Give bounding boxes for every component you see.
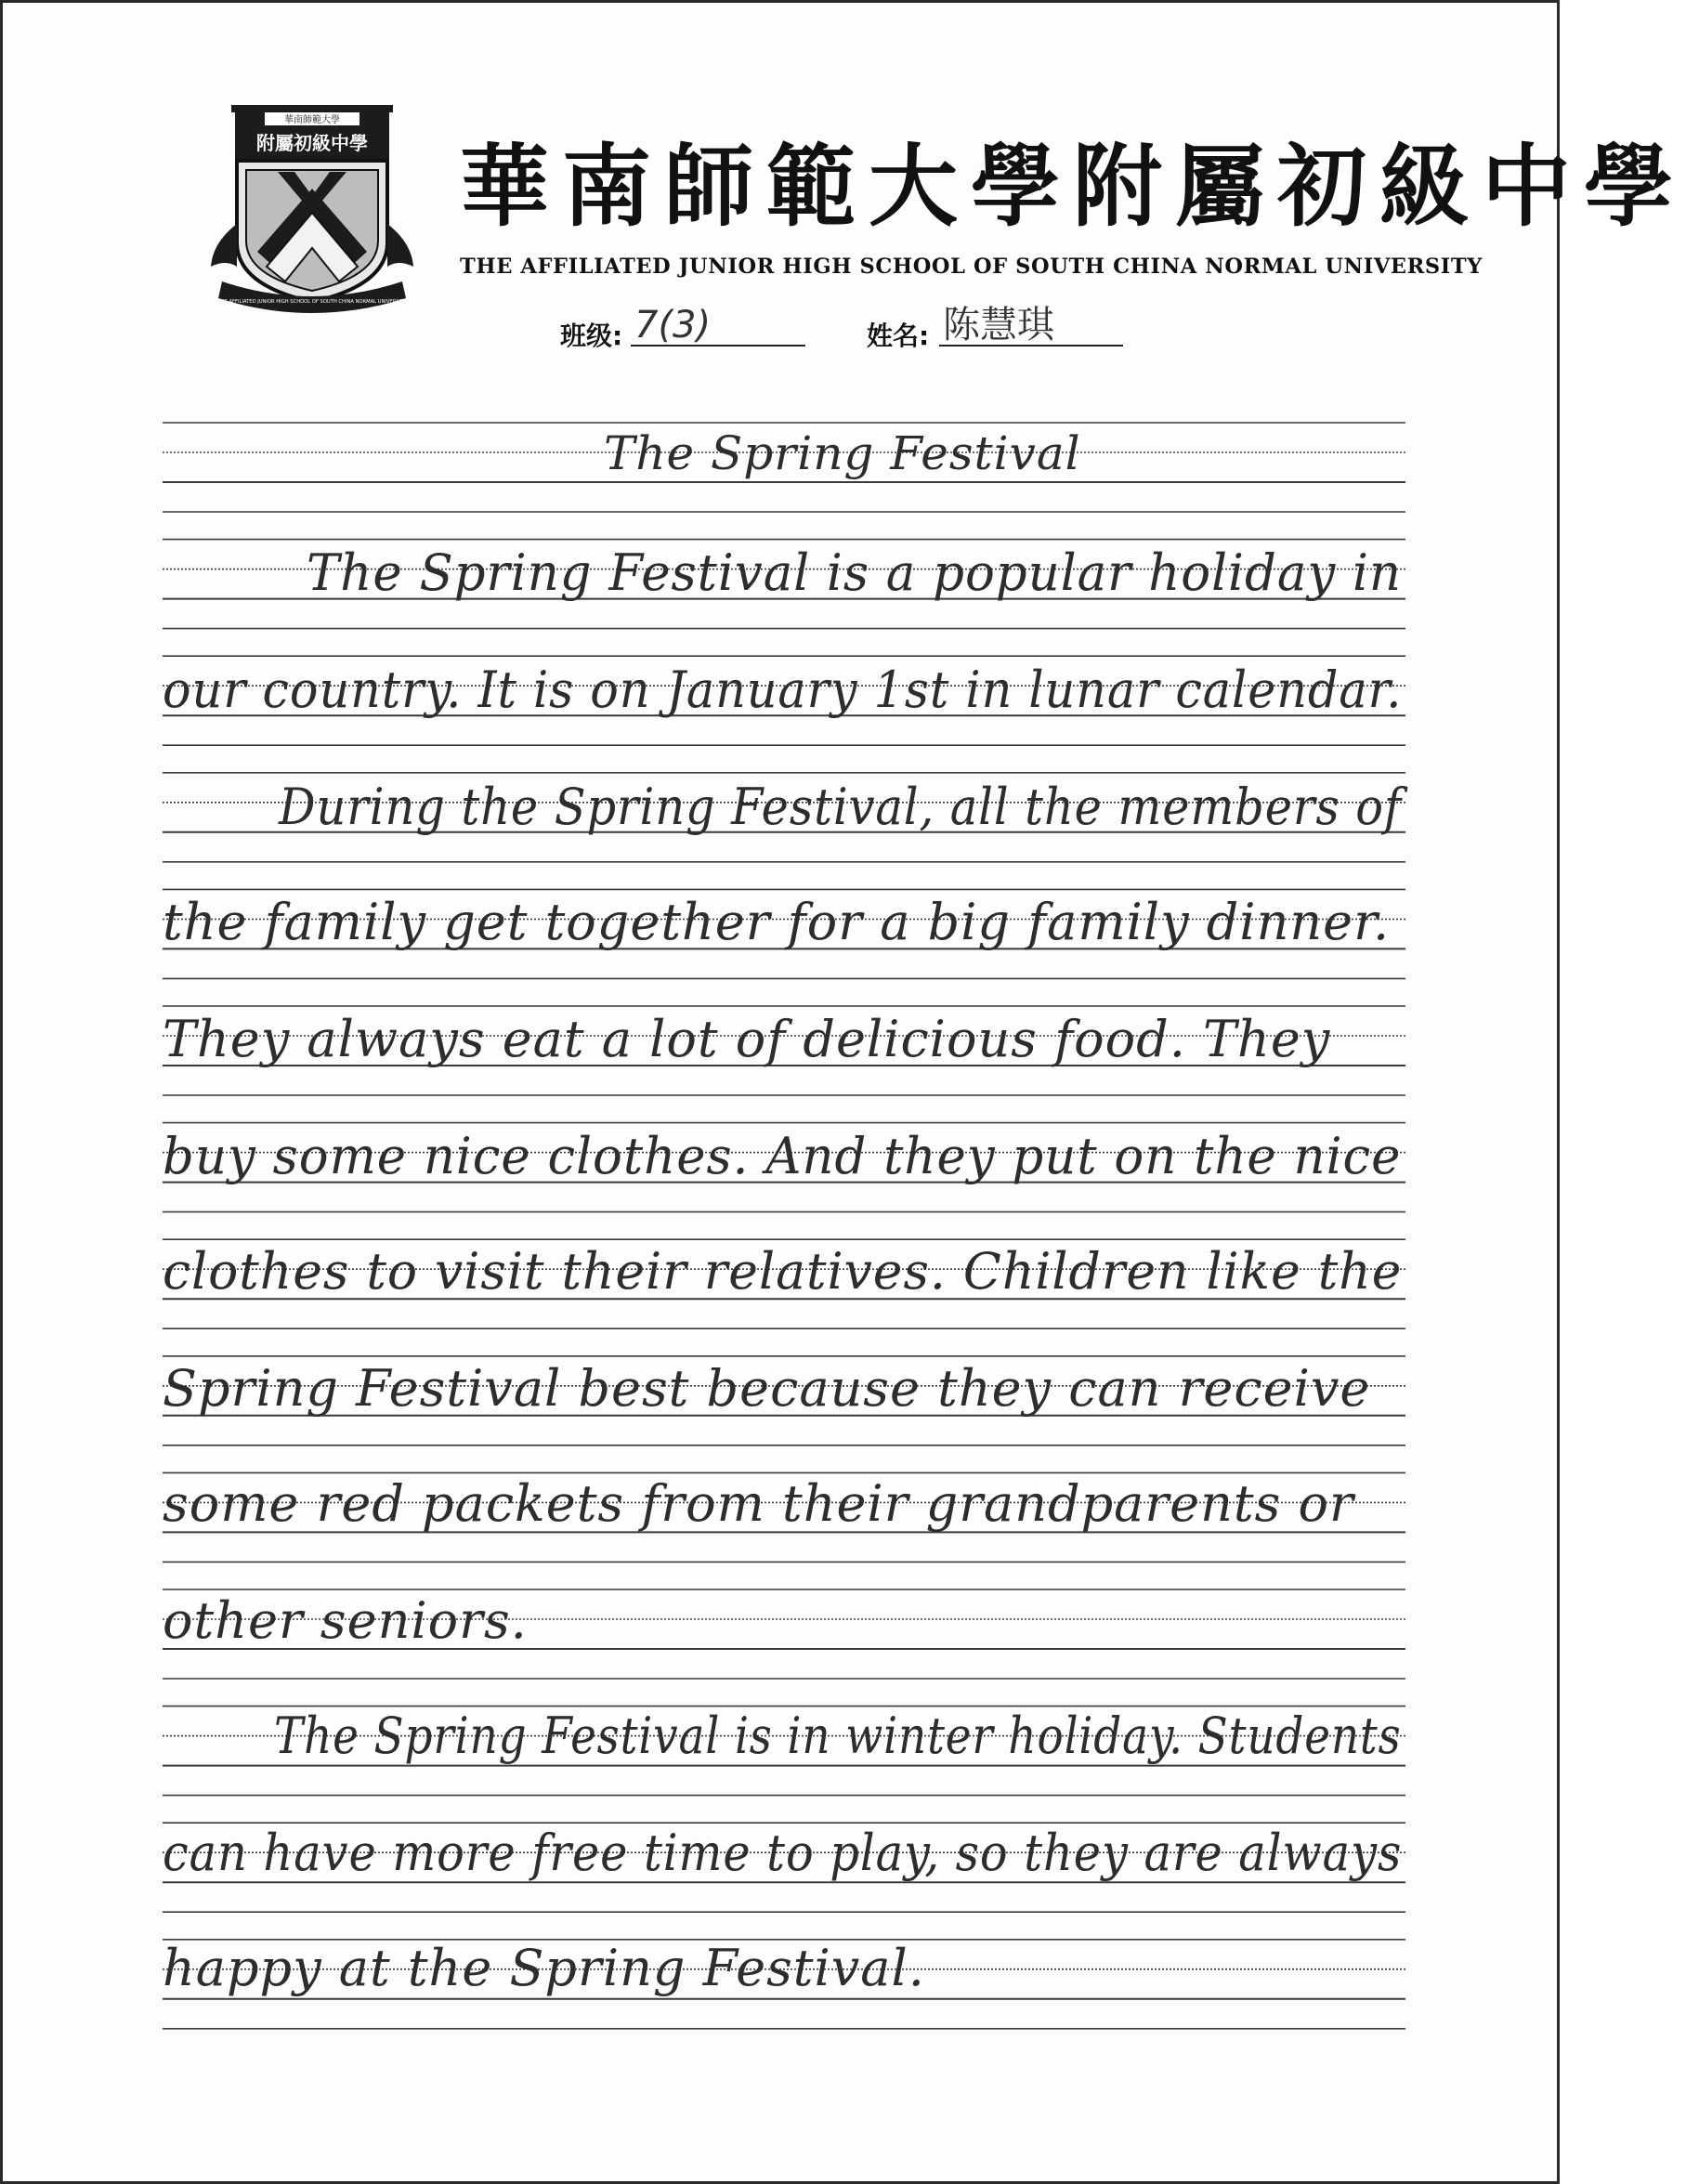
essay-line-6: buy some nice clothes. And they put on the nice: [163, 1127, 1402, 1185]
essay-line-9: some red packets from their grandparents or: [163, 1474, 1354, 1533]
essay-line-11: The Spring Festival is in winter holiday. Students: [274, 1707, 1402, 1765]
class-label: 班级:: [560, 320, 623, 351]
essay-line-10: other seniors.: [163, 1591, 528, 1650]
essay-line-3: During the Spring Festival, all the members of: [279, 778, 1403, 836]
crest-banner-text: 附屬初級中學: [256, 132, 368, 154]
crest-top-text: 華南師範大學: [284, 115, 340, 125]
school-name-english: THE AFFILIATED JUNIOR HIGH SCHOOL OF SOUTH CHINA NORMAL UNIVERSITY: [460, 255, 1483, 279]
name-underline: [939, 345, 1123, 347]
name-value: 陈慧琪: [943, 304, 1054, 347]
essay-line-2: our country. It is on January 1st in lunar calendar.: [163, 660, 1403, 719]
crest-ribbon-text: THE AFFILIATED JUNIOR HIGH SCHOOL OF SOUTH CHINA NORMAL UNIVERSITY: [217, 299, 407, 305]
essay-line-12: can have more free time to play, so they are always: [163, 1824, 1403, 1882]
essay-line-8: Spring Festival best because they can receive: [163, 1359, 1371, 1418]
class-value: 7(3): [634, 304, 712, 347]
ruled-writing-area: [163, 419, 1405, 2045]
essay-line-5: They always eat a lot of delicious food. They: [163, 1010, 1331, 1068]
essay-title: The Spring Festival: [604, 426, 1081, 480]
school-crest-logo: [209, 103, 415, 315]
essay-line-4: the family get together for a big family dinner.: [163, 893, 1391, 951]
essay-line-1: The Spring Festival is a popular holiday in: [307, 543, 1403, 602]
essay-line-13: happy at the Spring Festival.: [163, 1939, 925, 1997]
class-underline: [631, 345, 805, 347]
school-name-chinese: 華南師範大學附屬初級中學: [460, 134, 1686, 239]
name-label: 姓名:: [867, 320, 930, 351]
essay-line-7: clothes to visit their relatives. Children like the: [163, 1242, 1403, 1301]
